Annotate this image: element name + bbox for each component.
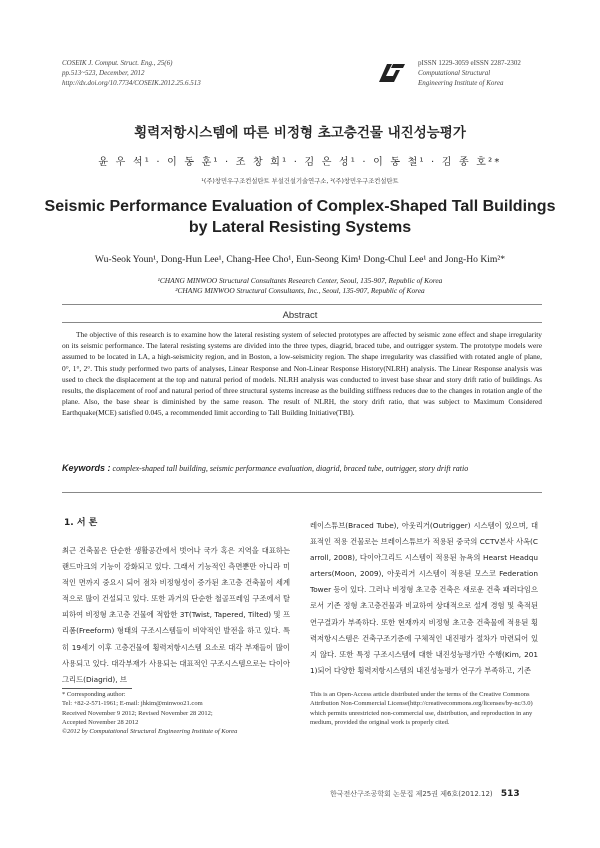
footnote-copyright: ©2012 by Computational Structural Engineering Institute of Korea	[62, 728, 238, 736]
journal-issn-block	[418, 58, 521, 88]
keywords-text: complex-shaped tall building, seismic performance evaluation, diagrid, braced tube, outrigger, story drift ratio	[112, 464, 469, 473]
footnote-rule-left	[62, 688, 132, 689]
english-affiliations	[0, 276, 600, 296]
abstract-heading: Abstract	[282, 310, 318, 321]
footnote-received: Received November 9 2012; Revised November 28 2012;	[62, 709, 213, 717]
footer-journal: 한국전산구조공학회 논문집 제25권 제6호(2012.12)	[330, 790, 493, 798]
footnote-license: This is an Open-Access article distributed under the terms of the Creative Commons Attribution Non-Commercial License(http://creativecommons.org/licenses/by-nc/3.0) which permits unrestricted non-commercial use, distribution, and reproduction in any medium, provided the original work is properly cited.	[310, 691, 533, 726]
society-logo-icon	[377, 60, 407, 84]
keywords-label: Keywords :	[62, 463, 111, 473]
body-column-left: 최근 건축물은 단순한 생활공간에서 벗어나 국가 혹은 지역을 대표하는 랜드마크의 기능이 강화되고 있다. 그래서 기능적인 측면뿐만 아니라 미적인 면까지 중요시 되어 점차 비정형성이 증가된 초고층 건축물이 세계적으로 많이 건설되고 있다. 또한 과거의 단순한 철골프레임 구조에서 탈피하여 비정형 초고층 건물에 적합한 3T(Twist, Tapered, Tilted) 및 프리폼(Freeform) 형태의 구조시스템들이 비약적인 발전을 하고 있다. 특히 19세기 이후 고층건물에 횡력저항시스템 요소로 대각 부재들이 많이 사용되고 있다. 대각부재가 사용되는 대표적인 구조시스템으로는 다이아그리드(Diagrid), 브	[62, 546, 290, 684]
english-authors: Wu-Seok Youn¹, Dong-Hun Lee¹, Chang-Hee Cho¹, Eun-Seong Kim¹ Dong-Chul Lee¹ and Jong-Ho Kim²*	[94, 254, 506, 265]
society-line-1: Computational Structural	[418, 69, 491, 77]
journal-citation	[62, 58, 201, 88]
issn-line: pISSN 1229-3059 eISSN 2287-2302	[418, 59, 521, 67]
society-line-2: Engineering Institute of Korea	[418, 79, 504, 87]
footnote-contact: Tel: +82-2-571-1961; E-mail: jhkim@minwoo21.com	[62, 700, 203, 708]
keywords-bottom-rule	[62, 492, 542, 493]
korean-authors: 윤 우 석¹ · 이 동 훈¹ · 조 창 희¹ · 김 은 성¹ · 이 동 철¹ · 김 종 호²*	[98, 157, 502, 168]
footnote-corresponding: * Corresponding author:	[62, 691, 126, 698]
korean-affiliation: ¹(주)창민우구조컨설탄트 부설건설기술연구소, ²(주)창민우구조컨설탄트	[201, 178, 399, 185]
abstract-text: The objective of this research is to examine how the lateral resisting system of selected prototypes are affected by seismic zone effect and shape irregularity on its seismic performance. The lateral resisting systems are divided into the three types, diagrid, braced tube, and outrigger system. The prototype models were assumed to be located in LA, a high-seismicity region, and in Boston, a low-seismicity region. The shape irregularity was classified with rotated angle of plane, 0°, 1°, 2°. This study performed two parts of analyses, Linear Response and Non-Linear Response History(NLRH) analysis. The Linear Response analysis was used to check the displacement at the top and natural period of models. NLRH analysis was conducted to invest base shear and story drift ratio of buildings. As results, the displacement of roof and natural period of three structural systems increase as the building stiffness reduces due to the changes in rotation angle of the plane. Also, the base shear is diminished by the same reason. The result of NLRH, the story drift ratio, that was subject to Maximum Considered Earthquake(MCE) satisfied 0.045, a recommended limit according to Tall Building Initiative(TBI).	[62, 330, 542, 418]
journal-line-1: COSEIK J. Comput. Struct. Eng., 25(6)	[62, 59, 173, 67]
english-affiliation-1: ¹CHANG MINWOO Structural Consultants Research Center, Seoul, 135-907, Republic of Korea	[157, 276, 443, 285]
abstract-top-rule	[62, 304, 542, 305]
section-heading-introduction: 1. 서 론	[64, 518, 98, 528]
body-column-right: 레이스튜브(Braced Tube), 아웃리거(Outrigger) 시스템이 있으며, 대표적인 적용 건물로는 브레이스튜브가 적용된 중국의 CCTV본사 사옥(Carroll, 2008), 다이아그리드 시스템이 적용된 뉴욕의 Hearst Headquarters(Moon, 2009), 아웃리거 시스템이 적용된 모스코 Federation Tower 등이 있다. 그러나 비정형 초고층 건축은 새로운 건축 패러다임으로서 기존 정형 초고층건물과 비교하여 상대적으로 설계 경험 및 축적된 연구결과가 부족하다. 또한 현재까지 비정형 초고층 건축물에 적용된 횡력저항시스템은 건축구조기준에 구체적인 내진평가 절차가 마련되어 있지 않다. 또한 특정 구조시스템에 대한 내진성능평가만 수행(Kim, 2011)되어 다양한 횡력저항시스템의 내진성능평가 연구가 부족하고, 기존	[310, 521, 538, 675]
english-title: Seismic Performance Evaluation of Complex-Shaped Tall Buildings by Lateral Resisting Systems	[44, 198, 556, 236]
page-number: 513	[500, 789, 520, 799]
keywords	[62, 462, 542, 475]
journal-line-2: pp.513~523, December, 2012	[62, 69, 145, 77]
abstract-heading-rule	[62, 322, 542, 323]
page-footer	[330, 789, 520, 799]
footnote-accepted: Accepted November 28 2012	[62, 718, 139, 726]
korean-title: 횡력저항시스템에 따른 비정형 초고층건물 내진성능평가	[134, 125, 466, 141]
footnote-correspondence	[62, 690, 292, 736]
english-affiliation-2: ²CHANG MINWOO Structural Consultants, Inc., Seoul, 135-907, Republic of Korea	[175, 286, 425, 295]
doi-link[interactable]: http://dx.doi.org/10.7734/COSEIK.2012.25.6.513	[62, 79, 201, 87]
